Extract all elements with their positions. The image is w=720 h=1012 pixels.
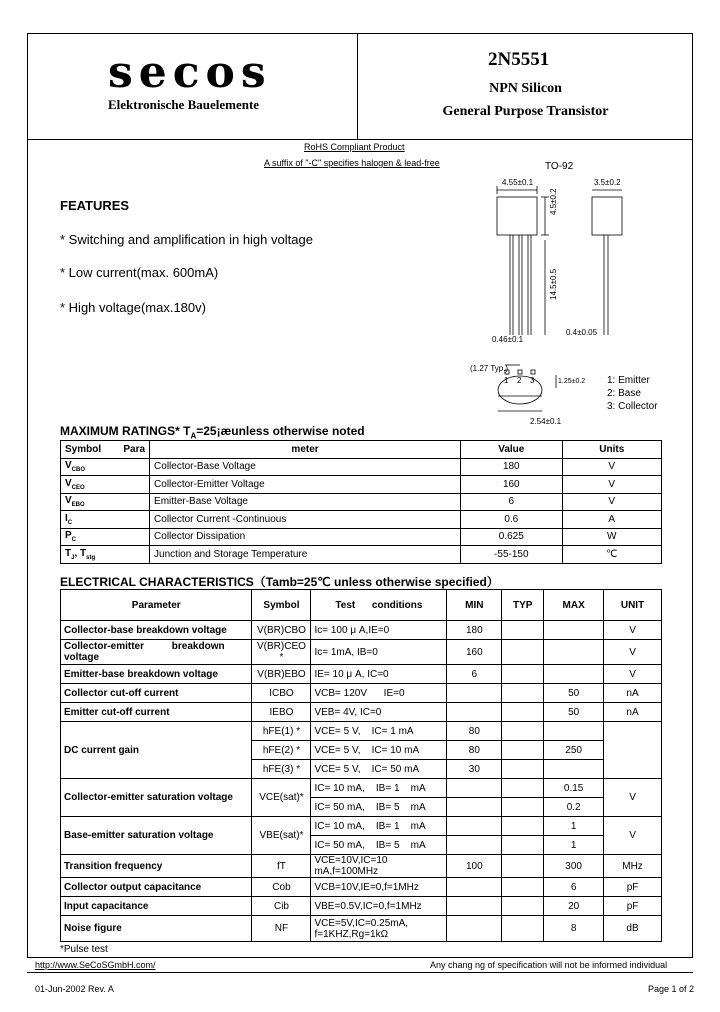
param-cell: Collector Current -Continuous (150, 511, 461, 529)
part-number: 2N5551 (488, 49, 550, 70)
dim-lead-width: 0.46±0.1 (492, 335, 524, 344)
header-cell: MIN (447, 590, 502, 621)
param-cell: Collector-Base Voltage (150, 458, 461, 476)
elec-char-table (60, 589, 662, 942)
unit-cell: V (562, 493, 661, 511)
table-row: Noise figure NF VCE=5V,IC=0.25mA, f=1KHZ,Rg=1kΩ 8 dB (61, 916, 662, 942)
pin-number: 3 (530, 376, 535, 385)
symbol-cell: $V_{CEO}$ (61, 476, 150, 494)
dim-side: 3.5±0.2 (594, 178, 621, 187)
unit-cell: V (562, 458, 661, 476)
table-row: IC= 50 mA, IB= 5 mA 0.2 (61, 798, 662, 817)
dim-span: 2.54±0.1 (530, 417, 562, 426)
pulse-note: *Pulse test (60, 944, 108, 955)
symbol-cell: $T_J$, $T_{stg}$ (61, 546, 150, 564)
param-cell: Collector Dissipation (150, 528, 461, 546)
features-title: FEATURES (60, 198, 130, 213)
rohs-line: RoHS Compliant Product (304, 142, 405, 152)
table-row: Base-emitter saturation voltage VBE(sat)* IC= 10 mA, IB= 1 mA 1 V (61, 817, 662, 836)
dim-lead-thickness: 0.4±0.05 (566, 328, 598, 337)
pin-item: 2: Base (607, 388, 641, 399)
symbol-cell: $P_C$ (61, 528, 150, 546)
table-row (61, 458, 662, 476)
table-row: Emitter cut-off current IEBO VEB= 4V, IC=0 50 nA (61, 703, 662, 722)
table-row: Input capacitance Cib VBE=0.5V,IC=0,f=1MHz 20 pF (61, 897, 662, 916)
feature-item: * Switching and amplification in high voltage (60, 232, 313, 247)
header-cell: Value (461, 441, 562, 459)
feature-item: * High voltage(max.180v) (60, 300, 206, 315)
dim-lead-length: 14.5±0.5 (549, 268, 558, 300)
symbol-cell: $V_{CBO}$ (61, 458, 150, 476)
pin-item: 3: Collector (607, 401, 658, 412)
table-row (61, 546, 662, 564)
table-row: Collector cut-off current ICBO VCB= 120V IE=0 50 nA (61, 684, 662, 703)
website-link[interactable]: http://www.SeCoSGmbH.com/ (35, 960, 156, 970)
pin-item: 1: Emitter (607, 375, 650, 386)
value-cell: 160 (461, 476, 562, 494)
unit-cell: A (562, 511, 661, 529)
table-row: IC= 50 mA, IB= 5 mA 1 (61, 836, 662, 855)
dim-pitch: (1.27 Typ.) (470, 364, 509, 373)
header-cell: TYP (502, 590, 544, 621)
header-cell: UNIT (604, 590, 662, 621)
dim-width: 4.55±0.1 (502, 178, 534, 187)
table-row: hFE(3) * VCE= 5 V, IC= 50 mA 30 (61, 760, 662, 779)
symbol-cell: $I_C$ (61, 511, 150, 529)
table-row (61, 528, 662, 546)
halogen-note: A suffix of "-C" specifies halogen & lead-free (264, 158, 440, 168)
value-cell: 0.6 (461, 511, 562, 529)
table-row: Collector-emitter saturation voltage VCE(sat)* IC= 10 mA, IB= 1 mA 0.15 V (61, 779, 662, 798)
device-description: General Purpose Transistor (442, 104, 609, 119)
footer-divider (27, 972, 693, 973)
pin-list (607, 374, 658, 413)
max-ratings-table (60, 440, 662, 564)
dim-height: 4.5±0.2 (549, 188, 558, 215)
elec-char-title: ELECTRICAL CHARACTERISTICS（Tamb=25℃ unless otherwise specified） (60, 575, 499, 589)
unit-cell: V (562, 476, 661, 494)
table-row: Collector-base breakdown voltage V(BR)CBO Ic= 100 μ A,IE=0 180 V (61, 621, 662, 640)
table-header-row (61, 590, 662, 621)
header-cell: Test conditions (311, 590, 447, 621)
table-row (61, 493, 662, 511)
table-row (61, 511, 662, 529)
max-ratings-title: MAXIMUM RATINGS* $T_A=25¡æunless$ otherwise noted (60, 424, 365, 441)
package-name: TO-92 (545, 161, 574, 172)
header-cell: Parameter (61, 590, 252, 621)
spec-notice: Any chang ng of specification will not be informed individual (430, 960, 668, 970)
dim-thickness: 1.25±0.2 (558, 378, 586, 385)
header-cell: Symbol Para (61, 441, 150, 459)
table-row: Collector-emitter breakdown voltage V(BR)CEO * Ic= 1mA, IB=0 160 V (61, 640, 662, 665)
value-cell: 0.625 (461, 528, 562, 546)
param-cell: Collector-Emitter Voltage (150, 476, 461, 494)
pin-number: 2 (517, 376, 522, 385)
header-cell: MAX (544, 590, 604, 621)
header-cell: meter (150, 441, 461, 459)
company-subtitle: Elektronische Bauelemente (108, 97, 260, 112)
param-cell: Emitter-Base Voltage (150, 493, 461, 511)
value-cell: 6 (461, 493, 562, 511)
table-row: Emitter-base breakdown voltage V(BR)EBO IE= 10 μ A, IC=0 6 V (61, 665, 662, 684)
symbol-cell: $V_{EBO}$ (61, 493, 150, 511)
company-logo: secos (108, 47, 272, 98)
table-row: hFE(2) * VCE= 5 V, IC= 10 mA 80 250 (61, 741, 662, 760)
unit-cell: ℃ (562, 546, 661, 564)
header-cell: Symbol (252, 590, 311, 621)
unit-cell: W (562, 528, 661, 546)
value-cell: -55-150 (461, 546, 562, 564)
revision-date: 01-Jun-2002 Rev. A (35, 984, 114, 994)
table-row (61, 476, 662, 494)
pin-number: 1 (504, 376, 509, 385)
device-type: NPN Silicon (489, 81, 562, 96)
table-row: Collector output capacitance Cob VCB=10V,IE=0,f=1MHz 6 pF (61, 878, 662, 897)
value-cell: 180 (461, 458, 562, 476)
param-cell: Junction and Storage Temperature (150, 546, 461, 564)
table-row: Transition frequency fT VCE=10V,IC=10 mA,f=100MHz 100 300 MHz (61, 855, 662, 878)
feature-item: * Low current(max. 600mA) (60, 265, 219, 280)
header-cell: Units (562, 441, 661, 459)
page-number: Page 1 of 2 (648, 984, 695, 994)
table-row: DC current gain hFE(1) * VCE= 5 V, IC= 1 mA 80 (61, 722, 662, 741)
table-header-row (61, 441, 662, 459)
